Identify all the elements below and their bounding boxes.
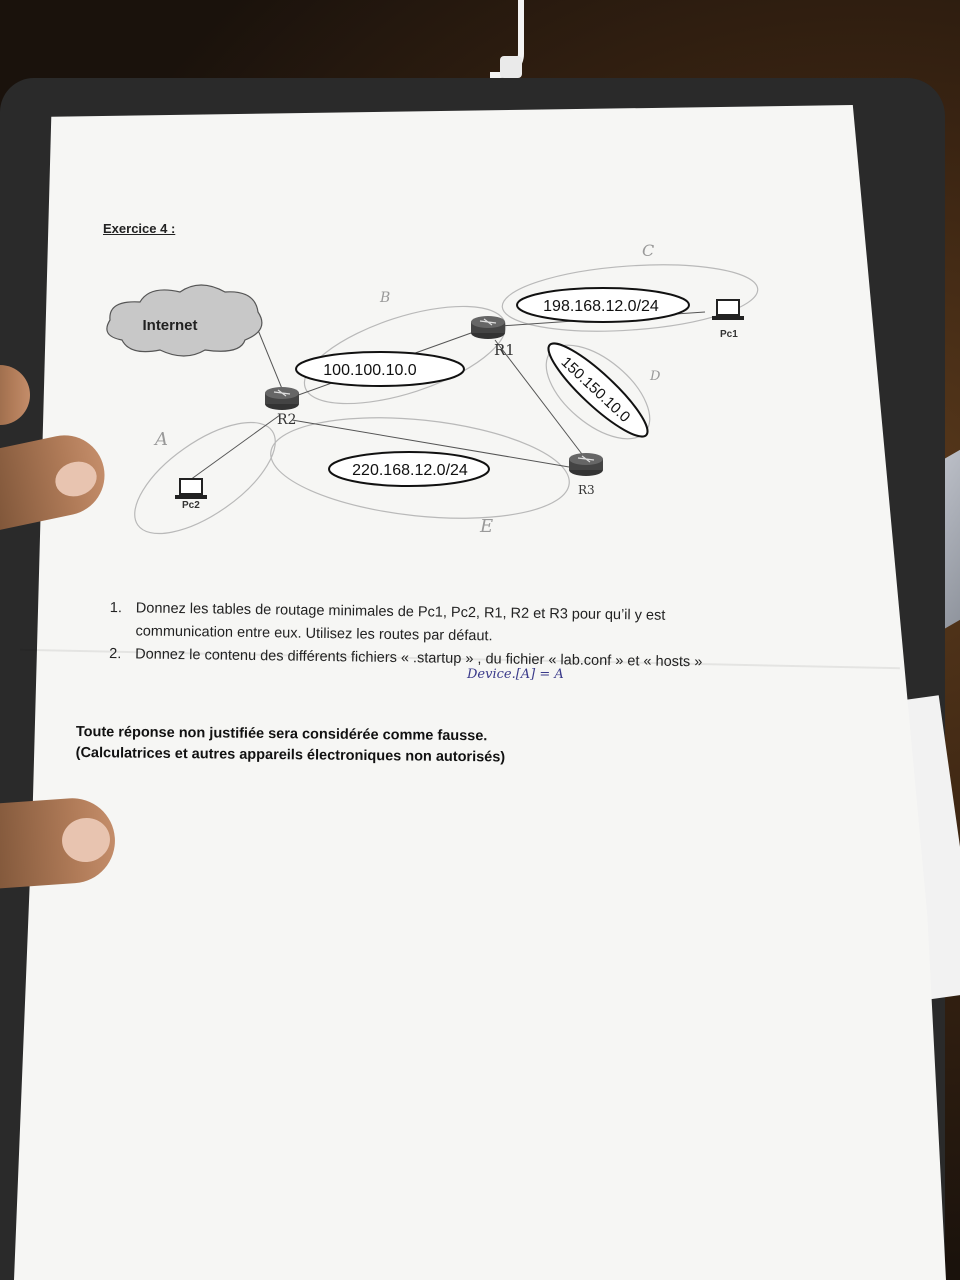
internet-label: Internet [142, 317, 198, 334]
question-1-line-1: Donnez les tables de routage minimales de Pc1, Pc2, R1, R2 et R3 pour qu’il y est [135, 600, 666, 624]
domain-b-letter: B [380, 290, 391, 306]
domain-c-letter: C [642, 241, 655, 260]
network-100-badge [296, 352, 464, 386]
network-220-badge [329, 452, 489, 486]
exam-footer [76, 722, 506, 768]
r1-label: R1 [494, 341, 515, 359]
pc1-icon [712, 300, 744, 320]
domain-e-letter: E [480, 516, 494, 537]
handwritten-note: Device.[A] = A [467, 667, 564, 682]
network-100-label: 100.100.10.0 [323, 362, 417, 379]
network-198-badge [517, 288, 689, 322]
question-2-number: 2. [109, 645, 122, 663]
router-r1-icon [471, 316, 505, 339]
question-2-line-1: Donnez le contenu des différents fichiers « .startup » , du fichier « lab.conf » et « hosts » [135, 646, 703, 671]
domain-a-letter: A [155, 429, 168, 450]
question-1-line-2: communication entre eux. Utilisez les routes par défaut. [135, 623, 493, 645]
r2-label: R2 [277, 412, 297, 428]
router-r3-icon [569, 453, 603, 476]
question-1-number: 1. [109, 599, 123, 617]
network-150-label: 150.150.10.0 [557, 353, 634, 426]
question-list [109, 597, 800, 676]
link-internet-r2 [258, 330, 285, 396]
internet-cloud [107, 285, 262, 356]
pc1-label: Pc1 [720, 329, 738, 340]
router-r2-icon [265, 387, 299, 410]
network-198-label: 198.168.12.0/24 [543, 298, 659, 315]
network-220-label: 220.168.12.0/24 [352, 462, 468, 479]
footer-line-1: Toute réponse non justifiée sera considérée comme fausse. [75, 723, 488, 745]
pc2-label: Pc2 [182, 500, 200, 511]
domain-d-letter: D [650, 369, 661, 384]
footer-line-2: (Calculatrices et autres appareils électroniques non autorisés) [75, 744, 506, 766]
pc2-icon [175, 479, 207, 499]
r3-label: R3 [578, 483, 595, 497]
exercise-title: Exercice 4 : [103, 221, 176, 236]
